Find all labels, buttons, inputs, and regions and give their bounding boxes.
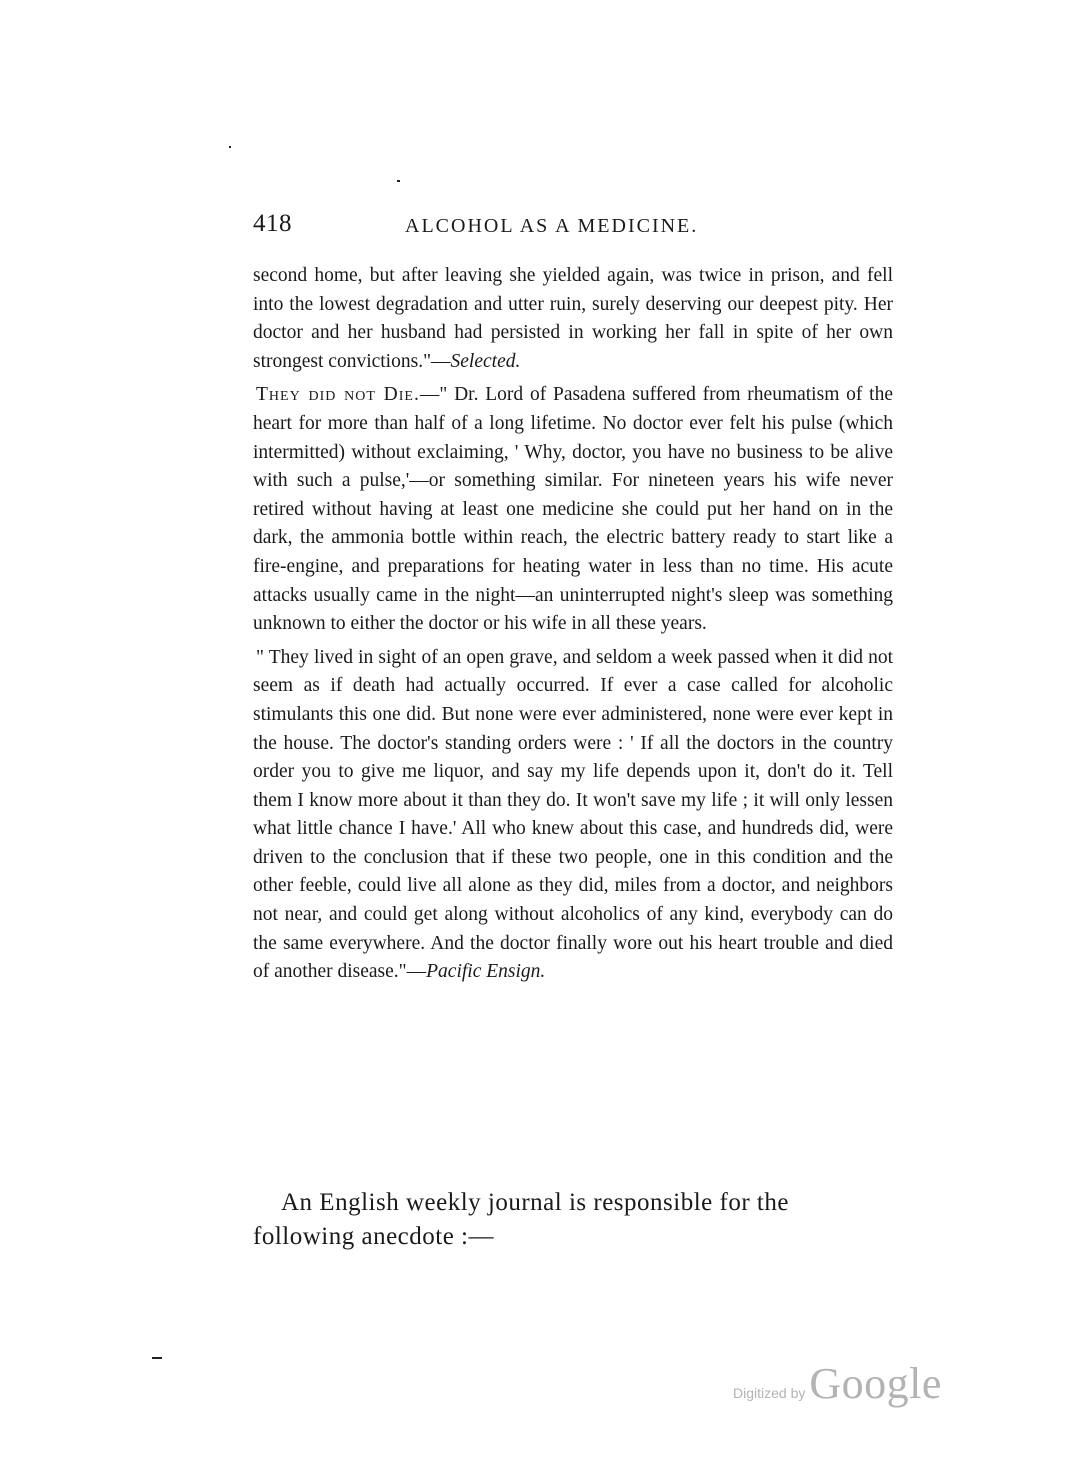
paragraph <box>253 381 893 638</box>
page-header <box>253 210 893 244</box>
stray-mark <box>229 146 231 148</box>
digitized-watermark <box>733 1358 942 1408</box>
page-number: 418 <box>253 210 292 237</box>
stray-mark <box>152 1357 162 1359</box>
closing-line: following anecdote :— <box>253 1223 494 1250</box>
paragraph <box>253 644 893 987</box>
body-text <box>253 262 893 992</box>
watermark-prefix: Digitized by <box>733 1385 806 1401</box>
paragraph-text: second home, but after leaving she yielded again, was twice in prison, and fell into the lowest degradation and utter ruin, surely deserving our deepest pity. Her doctor and her husband had persisted in working her fall in spite of her own strongest convictions."— <box>253 265 893 372</box>
source-citation: Selected. <box>450 350 521 372</box>
running-title: ALCOHOL AS A MEDICINE. <box>405 215 699 237</box>
closing-line: An English weekly journal is responsible for the <box>281 1189 789 1216</box>
paragraph-text: —" Dr. Lord of Pasadena suffered from rheumatism of the heart for more than half of a long lifetime. No doctor ever felt his pulse (which intermitted) without exclaiming, ' Why, doctor, you have no business to be alive with such a pulse,'—or something similar. For nineteen years his wife never retired without having at least one medicine she could put her hand on in the dark, the ammonia bottle within reach, the electric battery ready to start like a fire-engine, and preparations for heating water in less than no time. His acute attacks usually came in the night—an uninterrupted night's sleep was something unknown to either the doctor or his wife in all these years. <box>253 384 893 635</box>
paragraph <box>253 262 893 376</box>
closing-paragraph <box>253 1186 893 1254</box>
stray-mark <box>397 180 400 182</box>
paragraph-text: " They lived in sight of an open grave, and seldom a week passed when it did not seem as if death had actually occurred. If ever a case called for alcoholic stimulants this one did. But none were ever administered, none were ever kept in the house. The doctor's standing orders were : ' If all the doctors in the country order you to give me liquor, and say my life depends upon it, don't do it. Tell them I know more about it than they do. It won't save my life ; it will only lessen what little chance I have.' All who knew about this case, and hundreds did, were driven to the conclusion that if these two people, one in this condition and the other feeble, could live all alone as they did, miles from a doctor, and neighbors not near, and could get along without alcoholics of any kind, everybody can do the same everywhere. And the doctor finally wore out his heart trouble and died of another disease."— <box>253 646 893 983</box>
section-lead: They did not Die. <box>256 384 420 406</box>
google-logo: Google <box>809 1359 942 1408</box>
source-citation: Pacific Ensign. <box>426 961 546 983</box>
